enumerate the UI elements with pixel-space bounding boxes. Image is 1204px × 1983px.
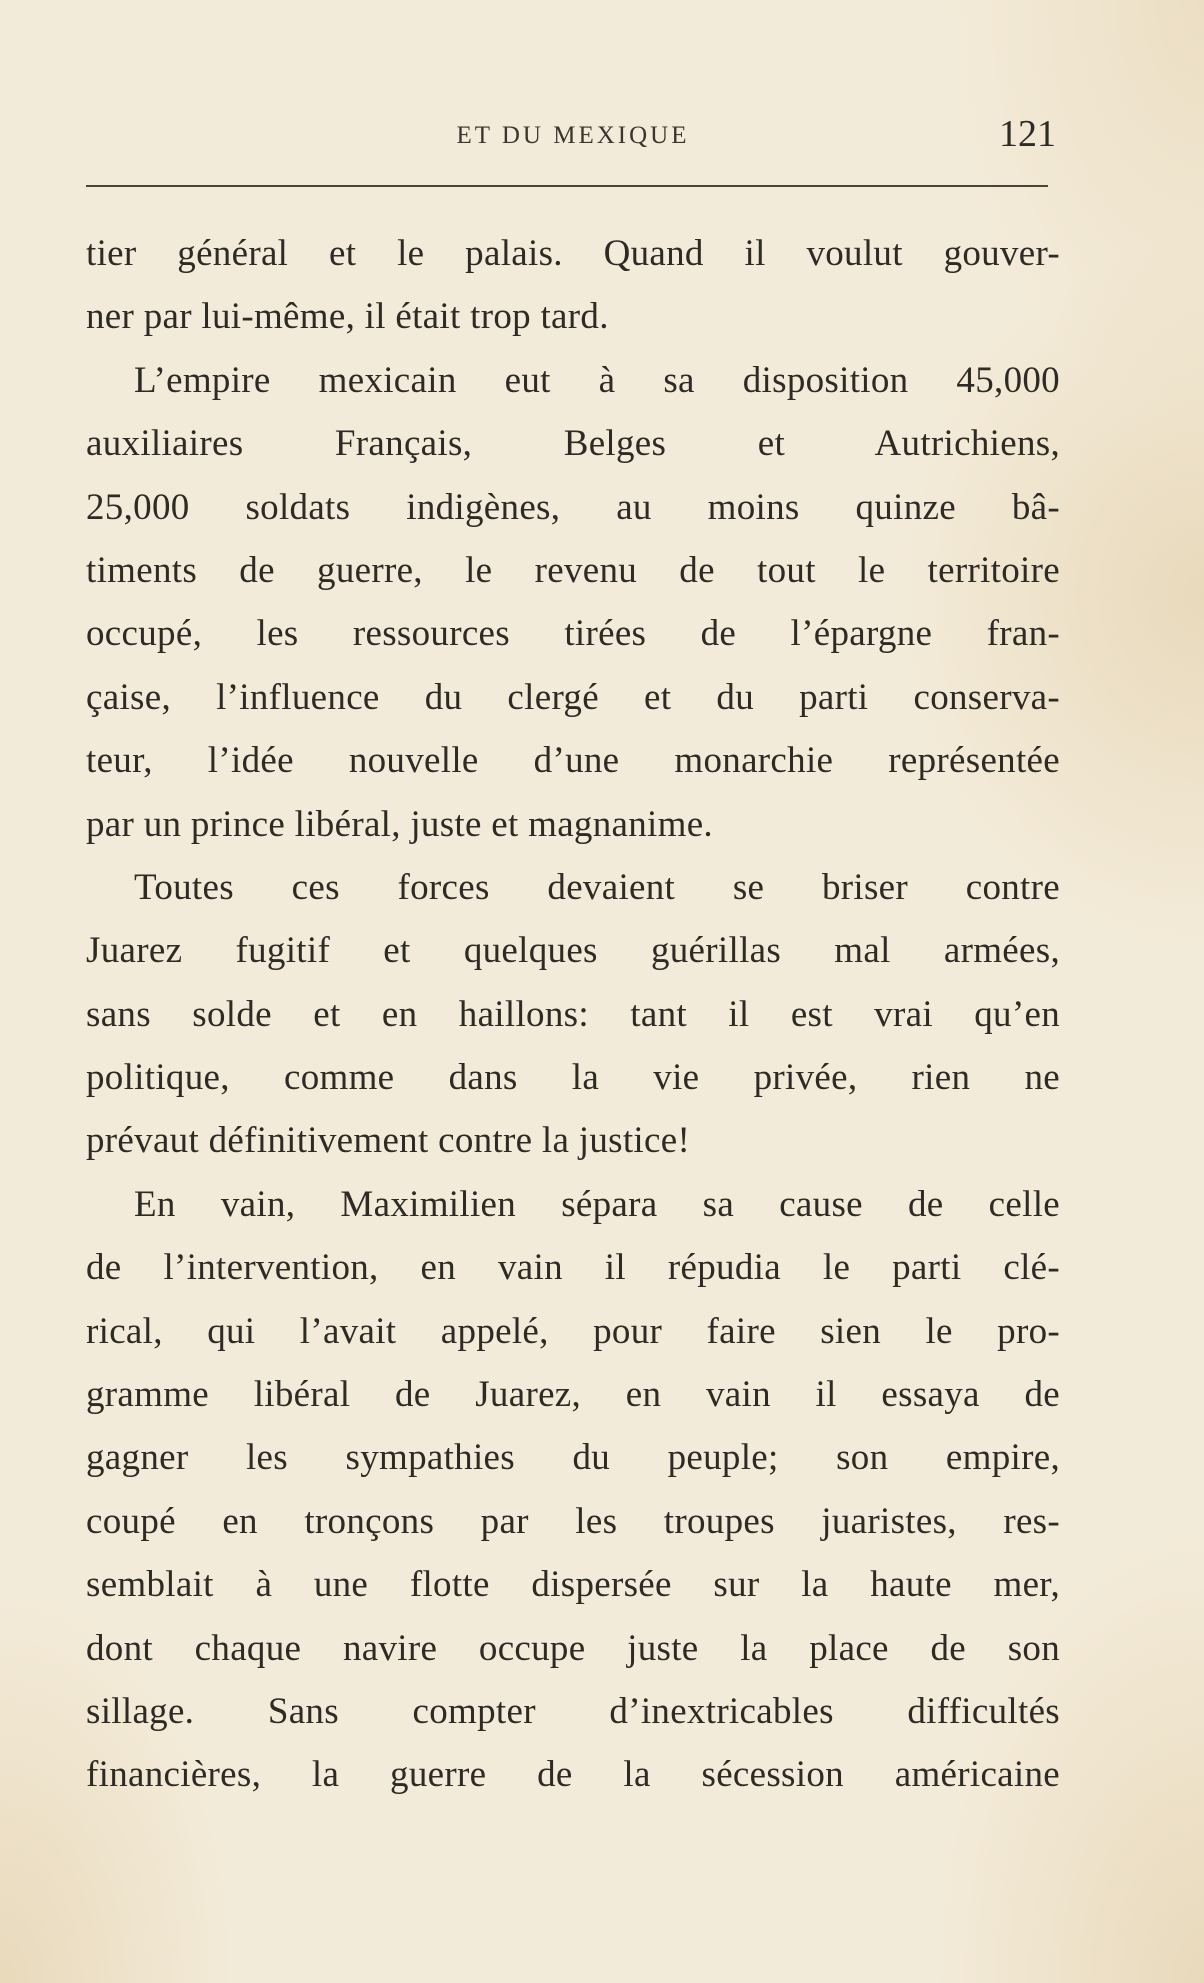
- text-line: de l’intervention, en vain il répudia le parti clé-: [86, 1247, 1060, 1289]
- text-line: gagner les sympathies du peuple; son empire,: [86, 1437, 1060, 1479]
- text-line: ner par lui-même, il était trop tard.: [86, 296, 609, 338]
- text-line: financières, la guerre de la sécession américaine: [86, 1754, 1060, 1796]
- text-line: 25,000 soldats indigènes, au moins quinze bâ-: [86, 486, 1060, 528]
- text-line: çaise, l’influence du clergé et du parti conserva-: [86, 676, 1060, 718]
- text-line: Toutes ces forces devaient se briser contre: [134, 866, 1060, 908]
- text-line: gramme libéral de Juarez, en vain il essaya de: [86, 1374, 1060, 1416]
- header-rule: [86, 185, 1048, 187]
- running-head: [86, 112, 1060, 162]
- text-line: prévaut définitivement contre la justice!: [86, 1120, 691, 1162]
- text-line: L’empire mexicain eut à sa disposition 45,000: [134, 359, 1060, 401]
- running-title: ET DU MEXIQUE: [456, 122, 690, 149]
- text-line: teur, l’idée nouvelle d’une monarchie représentée: [86, 740, 1060, 782]
- body-text: [86, 222, 1060, 1807]
- text-line: Juarez fugitif et quelques guérillas mal armées,: [86, 930, 1060, 972]
- text-line: sillage. Sans compter d’inextricables difficultés: [86, 1690, 1060, 1732]
- text-line: semblait à une flotte dispersée sur la haute mer,: [86, 1564, 1060, 1606]
- text-line: coupé en tronçons par les troupes juaristes, res-: [86, 1500, 1060, 1542]
- text-line: politique, comme dans la vie privée, rien ne: [86, 1057, 1060, 1099]
- text-line: sans solde et en haillons: tant il est vrai qu’en: [86, 993, 1060, 1035]
- text-line: En vain, Maximilien sépara sa cause de celle: [134, 1183, 1060, 1225]
- text-line: dont chaque navire occupe juste la place de son: [86, 1627, 1060, 1669]
- page-number: 121: [999, 113, 1056, 155]
- text-line: occupé, les ressources tirées de l’épargne fran-: [86, 613, 1060, 655]
- text-line: timents de guerre, le revenu de tout le territoire: [86, 549, 1060, 591]
- text-line: par un prince libéral, juste et magnanime.: [86, 803, 713, 845]
- text-line: rical, qui l’avait appelé, pour faire sien le pro-: [86, 1310, 1060, 1352]
- text-line: tier général et le palais. Quand il voulut gouver-: [86, 233, 1060, 274]
- text-line: auxiliaires Français, Belges et Autrichiens,: [86, 423, 1060, 465]
